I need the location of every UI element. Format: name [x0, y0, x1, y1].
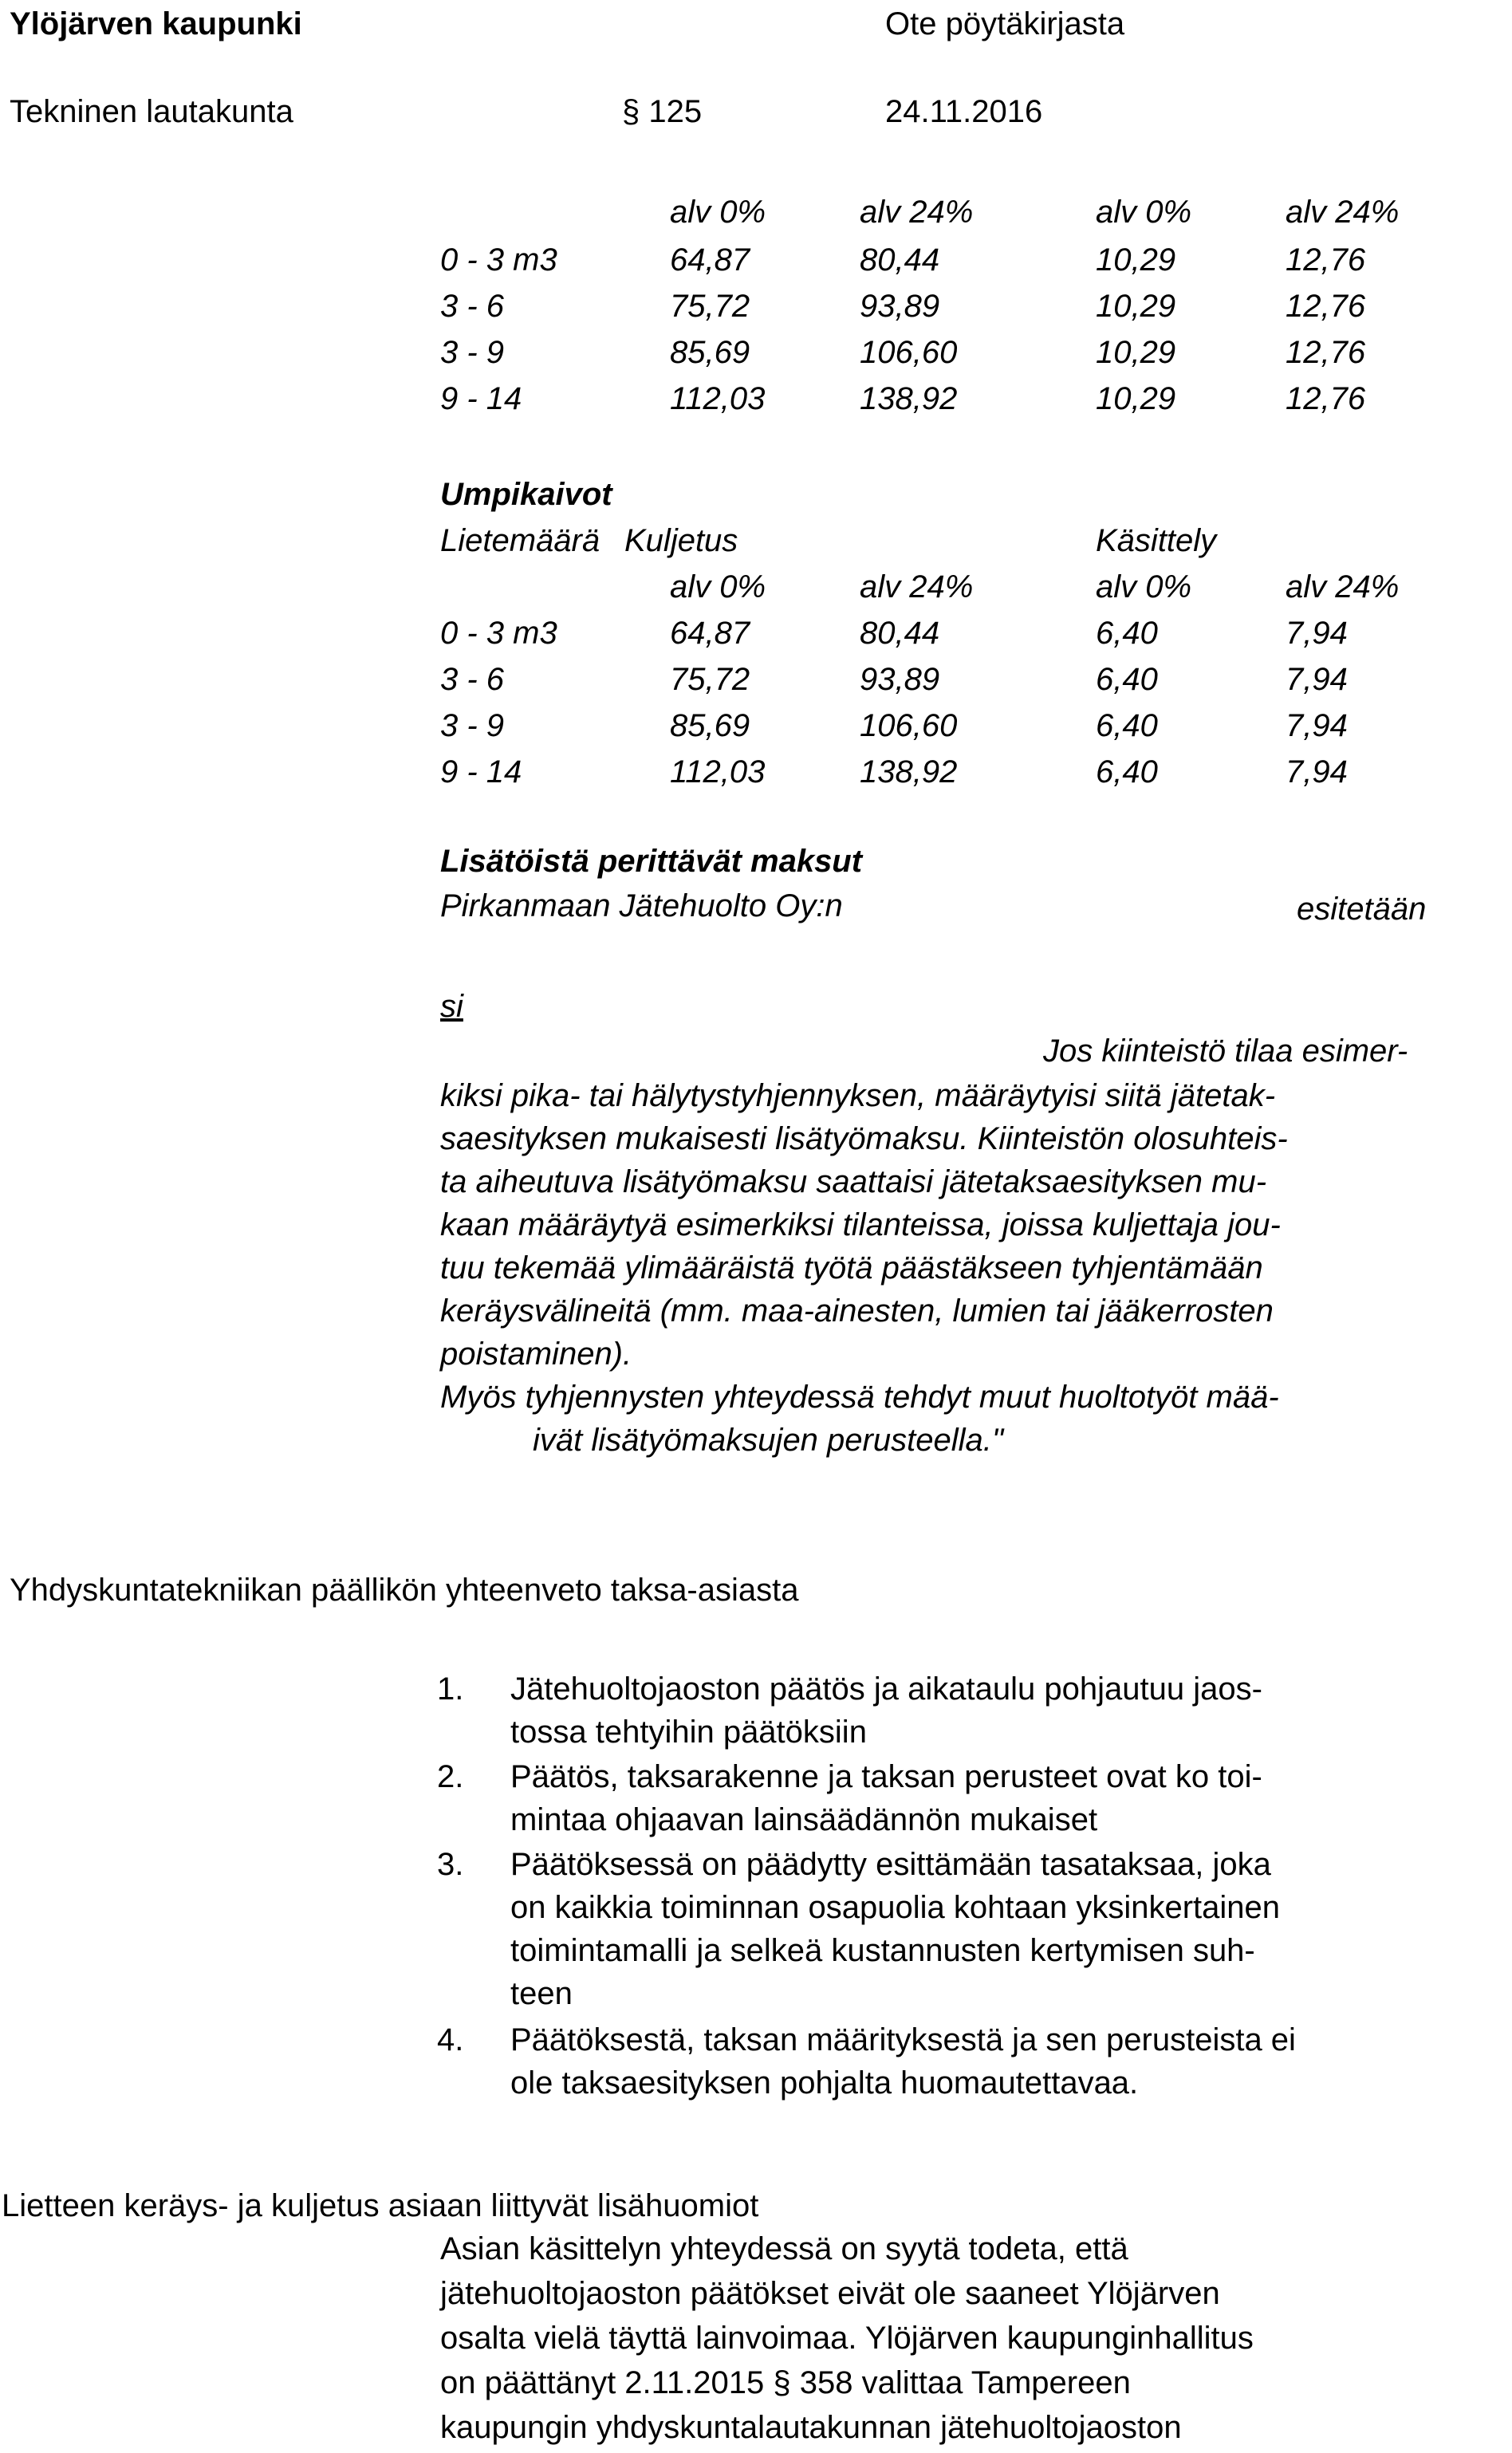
list-item-line: Päätöksestä, taksan määrityksestä ja sen perusteista ei	[510, 2022, 1296, 2057]
table2-title: Umpikaivot	[440, 477, 612, 512]
paragraph-line: kiksi pika- tai hälytystyhjennyksen, määräytyisi siitä jätetak-	[440, 1078, 1276, 1113]
paragraph-line: ta aiheutuva lisätyömaksu saattaisi jätetaksaesityksen mu-	[440, 1164, 1267, 1199]
list-item-line: Päätöksessä on päädytty esittämään tasataksaa, joka	[510, 1847, 1271, 1882]
table2-header: alv 0%	[670, 569, 766, 604]
list-item-line: tossa tehtyihin päätöksiin	[510, 1715, 867, 1750]
list-item-line: toimintamalli ja selkeä kustannusten kertymisen suh-	[510, 1933, 1255, 1968]
table-cell: 3 - 6	[440, 289, 505, 324]
table-cell: 3 - 9	[440, 708, 505, 743]
list-number: 2.	[437, 1759, 464, 1794]
table-cell: 0 - 3 m3	[440, 616, 557, 651]
table-cell: 64,87	[670, 616, 750, 651]
list-number: 4.	[437, 2022, 464, 2057]
org-name: Ylöjärven kaupunki	[10, 6, 302, 41]
extra-fees-intro-right: esitetään	[1297, 892, 1427, 927]
list-number: 1.	[437, 1671, 464, 1707]
table2-header: alv 0%	[1096, 569, 1192, 604]
table-cell: 12,76	[1286, 335, 1366, 370]
table-cell: 6,40	[1096, 754, 1158, 789]
notes-heading: Lietteen keräys- ja kuljetus asiaan liittyvät lisähuomiot	[2, 2188, 759, 2223]
table-cell: 9 - 14	[440, 754, 522, 789]
table-cell: 93,89	[860, 662, 940, 697]
committee-name: Tekninen lautakunta	[10, 94, 293, 129]
table2-label-handling: Käsittely	[1096, 523, 1217, 558]
table-cell: 75,72	[670, 289, 750, 324]
meeting-date: 24.11.2016	[885, 94, 1043, 129]
table-cell: 112,03	[670, 381, 766, 416]
table-cell: 80,44	[860, 242, 940, 278]
table-cell: 12,76	[1286, 242, 1366, 278]
table-cell: 138,92	[860, 754, 958, 789]
table-cell: 112,03	[670, 754, 766, 789]
table2-label-transport: Kuljetus	[624, 523, 738, 558]
table-cell: 106,60	[860, 335, 958, 370]
table-cell: 85,69	[670, 335, 750, 370]
extra-fees-para-start: Jos kiinteistö tilaa esimer-	[1043, 1034, 1408, 1069]
paragraph-line: Asian käsittelyn yhteydessä on syytä todeta, että	[440, 2231, 1128, 2266]
table-cell: 10,29	[1096, 381, 1176, 416]
table-cell: 138,92	[860, 381, 958, 416]
table-cell: 6,40	[1096, 708, 1158, 743]
paragraph-line: kaupungin yhdyskuntalautakunnan jätehuoltojaoston	[440, 2410, 1182, 2445]
table-cell: 75,72	[670, 662, 750, 697]
table2-header: alv 24%	[1286, 569, 1400, 604]
paragraph-line: ivät lisätyömaksujen perusteella."	[533, 1423, 1004, 1458]
table-cell: 106,60	[860, 708, 958, 743]
table-cell: 7,94	[1286, 754, 1348, 789]
table1-header: alv 24%	[1286, 195, 1400, 230]
table-cell: 7,94	[1286, 708, 1348, 743]
paragraph-line: on päättänyt 2.11.2015 § 358 valittaa Tampereen	[440, 2365, 1131, 2400]
table-cell: 85,69	[670, 708, 750, 743]
table1-header: alv 0%	[670, 195, 766, 230]
table-cell: 3 - 9	[440, 335, 505, 370]
table-cell: 93,89	[860, 289, 940, 324]
document-type: Ote pöytäkirjasta	[885, 6, 1125, 41]
table2-label-amount: Lietemäärä	[440, 523, 600, 558]
list-item-line: teen	[510, 1976, 573, 2011]
list-item-line: on kaikkia toiminnan osapuolia kohtaan yksinkertainen	[510, 1890, 1281, 1925]
table-cell: 7,94	[1286, 616, 1348, 651]
paragraph-line: tuu tekemää ylimääräistä työtä päästäkseen tyhjentämään	[440, 1250, 1263, 1286]
table1-header: alv 0%	[1096, 195, 1192, 230]
list-item-line: ole taksaesityksen pohjalta huomautettavaa.	[510, 2065, 1139, 2101]
table1-header: alv 24%	[860, 195, 974, 230]
table-cell: 6,40	[1096, 616, 1158, 651]
table-cell: 12,76	[1286, 289, 1366, 324]
paragraph-line: poistaminen).	[440, 1337, 632, 1372]
table-cell: 6,40	[1096, 662, 1158, 697]
table-cell: 12,76	[1286, 381, 1366, 416]
table-cell: 7,94	[1286, 662, 1348, 697]
extra-fees-fragment: si	[440, 989, 463, 1024]
list-number: 3.	[437, 1847, 464, 1882]
extra-fees-intro: Pirkanmaan Jätehuolto Oy:n	[440, 888, 843, 923]
paragraph-line: jätehuoltojaoston päätökset eivät ole saaneet Ylöjärven	[440, 2276, 1220, 2311]
table2-header: alv 24%	[860, 569, 974, 604]
paragraph-line: saesityksen mukaisesti lisätyömaksu. Kiinteistön olosuhteis-	[440, 1121, 1288, 1156]
paragraph-line: osalta vielä täyttä lainvoimaa. Ylöjärven kaupunginhallitus	[440, 2321, 1254, 2356]
paragraph-line: Myös tyhjennysten yhteydessä tehdyt muut huoltotyöt mää-	[440, 1380, 1279, 1415]
list-item-line: mintaa ohjaavan lainsäädännön mukaiset	[510, 1802, 1098, 1837]
table-cell: 80,44	[860, 616, 940, 651]
table-cell: 3 - 6	[440, 662, 505, 697]
table-cell: 10,29	[1096, 335, 1176, 370]
table-cell: 9 - 14	[440, 381, 522, 416]
table-cell: 64,87	[670, 242, 750, 278]
list-item-line: Jätehuoltojaoston päätös ja aikataulu pohjautuu jaos-	[510, 1671, 1262, 1707]
extra-fees-title: Lisätöistä perittävät maksut	[440, 844, 863, 879]
section-number: § 125	[622, 94, 703, 129]
summary-heading: Yhdyskuntatekniikan päällikön yhteenveto taksa-asiasta	[10, 1573, 799, 1608]
paragraph-line: keräysvälineitä (mm. maa-ainesten, lumien tai jääkerrosten	[440, 1293, 1274, 1329]
paragraph-line: kaan määräytyä esimerkiksi tilanteissa, joissa kuljettaja jou-	[440, 1207, 1281, 1242]
table-cell: 10,29	[1096, 289, 1176, 324]
table-cell: 0 - 3 m3	[440, 242, 557, 278]
list-item-line: Päätös, taksarakenne ja taksan perusteet ovat ko toi-	[510, 1759, 1262, 1794]
table-cell: 10,29	[1096, 242, 1176, 278]
